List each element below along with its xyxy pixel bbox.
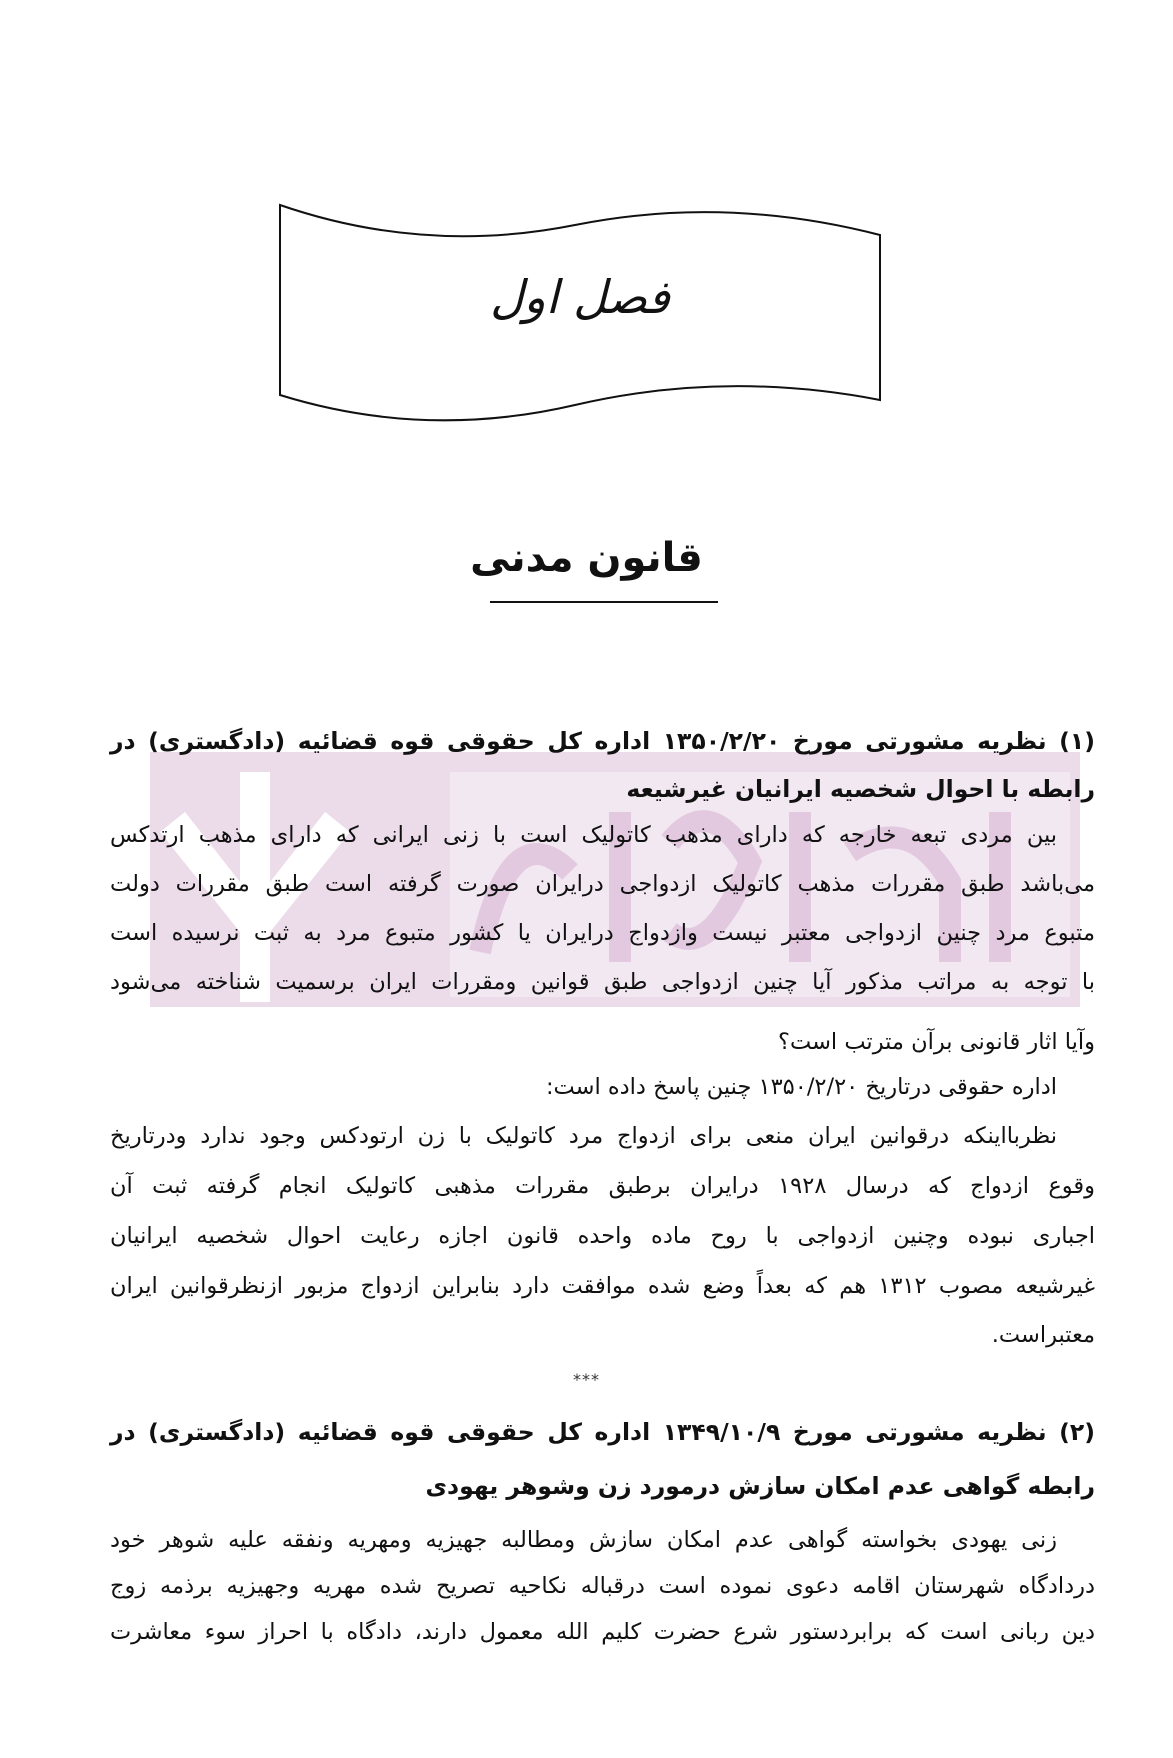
section-1-question-line: می‌باشد طبق مقررات مذهب کاتولیک ازدواجی درایران صورت گرفته است طبق مقررات دولت	[110, 871, 1095, 897]
section-1-heading-line: رابطه با احوال شخصیه ایرانیان غیرشیعه	[626, 775, 1095, 803]
section-1-answer-line: اجباری نبوده وچنین ازدواجی با روح ماده واحده قانون اجازه رعایت احوال شخصیه ایرانیان	[110, 1223, 1095, 1249]
section-1-question-line: با توجه به مراتب مذکور آیا چنین ازدواجی طبق قوانین ومقررات ایران برسمیت شناخته می‌شود	[110, 969, 1095, 995]
section-1-heading-line: (۱) نظریه مشورتی مورخ ۱۳۵۰/۲/۲۰ اداره کل حقوقی قوه قضائیه (دادگستری) در	[110, 727, 1095, 755]
section-1-answer-intro: اداره حقوقی درتاریخ ۱۳۵۰/۲/۲۰ چنین پاسخ داده است:	[545, 1074, 1057, 1100]
section-2-heading-line: رابطه گواهی عدم امکان سازش درمورد زن وشوهر یهودی	[425, 1472, 1095, 1500]
chapter-title: قانون مدنی	[470, 535, 703, 581]
section-2-heading-line: (۲) نظریه مشورتی مورخ ۱۳۴۹/۱۰/۹ اداره کل حقوقی قوه قضائیه (دادگستری) در	[110, 1418, 1095, 1446]
section-2-body-line: دردادگاه شهرستان اقامه دعوی نموده است درقباله نکاحیه تصریح شده مهریه وجهیزیه برذمه زوج	[110, 1573, 1095, 1599]
section-1-answer-line: نظربااینکه درقوانین ایران منعی برای ازدواج مرد کاتولیک با زن ارتودکس وجود ندارد ودرتاریخ	[110, 1123, 1057, 1149]
section-separator: ***	[573, 1370, 600, 1389]
section-1-answer-line: وقوع ازدواج که درسال ۱۹۲۸ درایران برطبق مقررات مذهبی کاتولیک انجام گرفته ثبت آن	[110, 1173, 1095, 1199]
section-1-answer-line: معتبراست.	[991, 1322, 1095, 1348]
section-2-body-line: زنی یهودی بخواسته گواهی عدم امکان سازش ومطالبه جهیزیه ومهریه ونفقه علیه شوهر خود	[110, 1527, 1057, 1553]
section-1-question-line: وآیا اثار قانونی برآن مترتب است؟	[778, 1029, 1095, 1055]
section-1-question-line: متبوع مرد چنین ازدواجی معتبر نیست وازدواج درایران یا کشور متبوع مرد به ثبت نرسیده است	[110, 920, 1095, 946]
section-1-answer-line: غیرشیعه مصوب ۱۳۱۲ هم که بعداً وضع شده موافقت دارد بنابراین ازدواج مزبور ازنظرقوانین ایران	[110, 1273, 1096, 1299]
chapter-title-underline	[490, 601, 718, 603]
section-2-body-line: دین ربانی است که برابردستور شرع حضرت کلیم الله معمول دارند، دادگاه با احراز سوء معاشرت	[110, 1619, 1095, 1645]
chapter-number-title: فصل اول	[490, 270, 670, 324]
section-1-question-line: بین مردی تبعه خارجه که دارای مذهب کاتولیک است با زنی ایرانی که دارای مذهب ارتدکس	[110, 822, 1057, 848]
